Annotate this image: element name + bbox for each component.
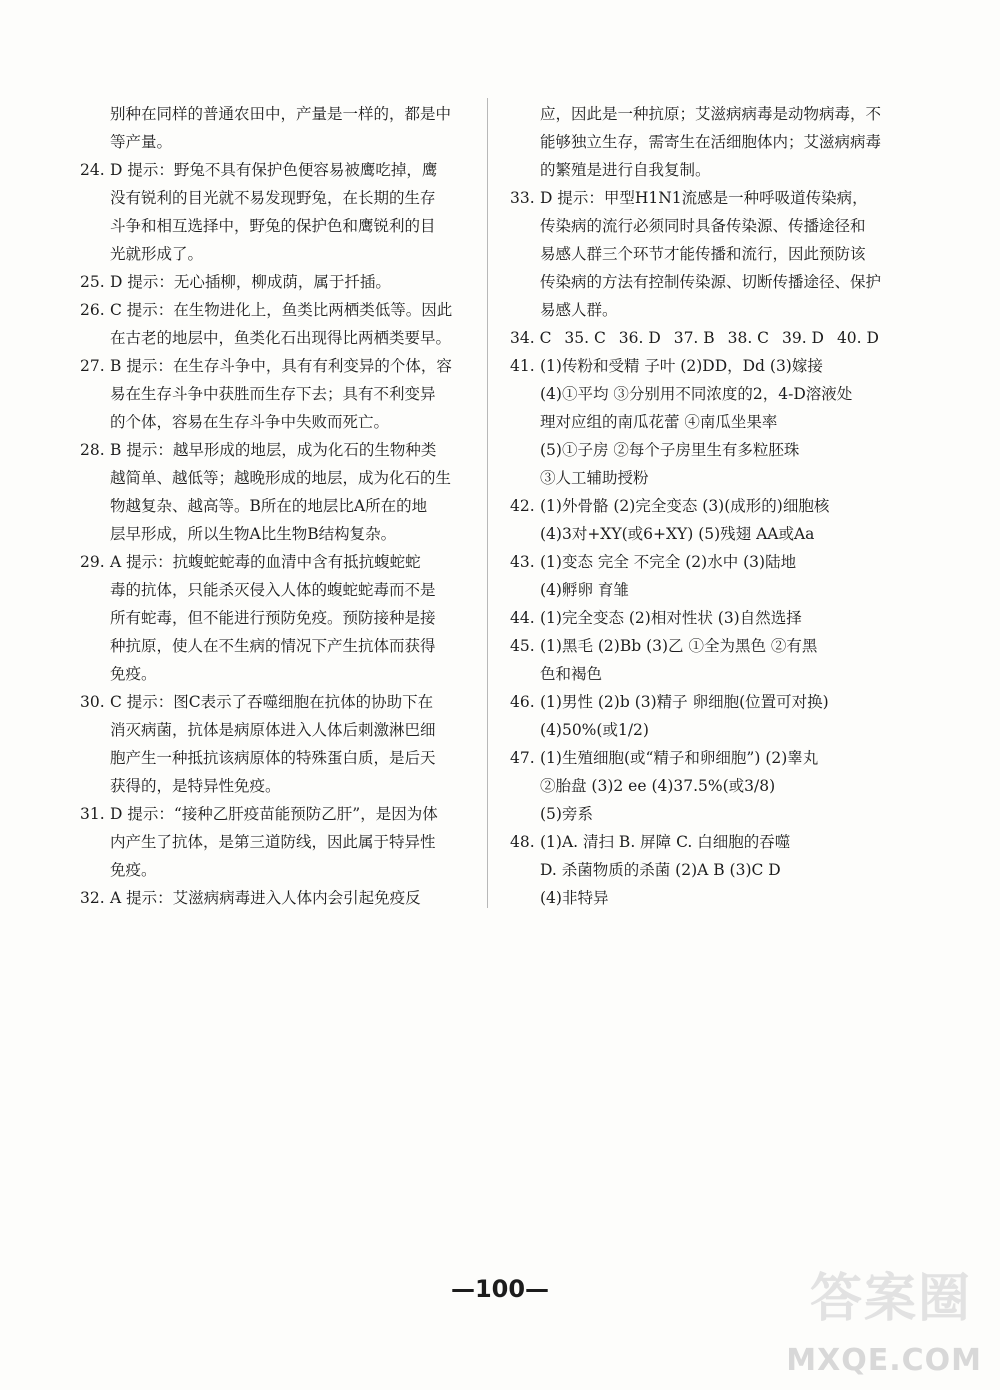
answer-line: (1)传粉和受精 子叶 (2)DD，Dd (3)嫁接 xyxy=(540,357,823,375)
answer-entry-44 xyxy=(510,604,880,632)
answer-entry-48 xyxy=(510,828,880,912)
answer-line: A 提示：抗蝮蛇蛇毒的血清中含有抵抗蝮蛇蛇 xyxy=(110,553,421,571)
answer-line: (1)完全变态 (2)相对性状 (3)自然选择 xyxy=(540,609,802,627)
right-column xyxy=(510,100,880,912)
question-number: 46. xyxy=(510,693,535,711)
answer-entry-32 xyxy=(80,884,464,912)
answer-line: 免疫。 xyxy=(110,861,157,879)
answer-line: 没有锐利的目光就不易发现野兔，在长期的生存 xyxy=(110,189,436,207)
answer-line: 光就形成了。 xyxy=(110,245,204,263)
answer-line: (5)旁系 xyxy=(540,805,593,823)
answer-line: 的个体，容易在生存斗争中失败而死亡。 xyxy=(110,413,390,431)
answer-line: (1)生殖细胞(或“精子和卵细胞”) (2)睾丸 xyxy=(540,749,819,767)
question-number: 30. xyxy=(80,693,105,711)
answer-line: 种抗原，使人在不生病的情况下产生抗体而获得 xyxy=(110,637,436,655)
answer-line: 斗争和相互选择中，野兔的保护色和鹰锐利的目 xyxy=(110,217,436,235)
answer-entry-43 xyxy=(510,548,880,604)
question-number: 31. xyxy=(80,805,105,823)
question-number: 25. xyxy=(80,273,105,291)
answer-entry-29 xyxy=(80,548,464,688)
answer-line: (1)男性 (2)b (3)精子 卵细胞(位置可对换) xyxy=(540,693,829,711)
answer-line: (4)50%(或1/2) xyxy=(540,721,649,739)
answer-line: (4)3对+XY(或6+XY) (5)残翅 AA或Aa xyxy=(540,525,815,543)
answer-line: 毒的抗体，只能杀灭侵入人体的蝮蛇蛇毒而不是 xyxy=(110,581,436,599)
answer-entry-24 xyxy=(80,156,464,268)
answer-line: B 提示：越早形成的地层，成为化石的生物种类 xyxy=(110,441,437,459)
answer-entry-45 xyxy=(510,632,880,688)
answer-entry-26 xyxy=(80,296,464,352)
question-number: 47. xyxy=(510,749,535,767)
answer-line: (4)孵卵 育雏 xyxy=(540,581,629,599)
answer-line: (1)变态 完全 不完全 (2)水中 (3)陆地 xyxy=(540,553,797,571)
answer-line: (4)①平均 ③分别用不同浓度的2，4-D溶液处 xyxy=(540,385,853,403)
answer-line: D. 杀菌物质的杀菌 (2)A B (3)C D xyxy=(540,861,781,879)
question-number: 42. xyxy=(510,497,535,515)
left-column xyxy=(80,100,464,912)
multiple-choice-answers: 34. C 35. C 36. D 37. B 38. C 39. D 40. D xyxy=(510,329,879,347)
question-number: 26. xyxy=(80,301,105,319)
answer-entry-25 xyxy=(80,268,464,296)
answer-line: 色和褐色 xyxy=(540,665,603,683)
question-number: 28. xyxy=(80,441,105,459)
answer-line: 消灭病菌，抗体是病原体进入人体后刺激淋巴细 xyxy=(110,721,436,739)
answer-entry-30 xyxy=(80,688,464,800)
answer-line: 所有蛇毒，但不能进行预防免疫。预防接种是接 xyxy=(110,609,436,627)
answer-line: A 提示：艾滋病病毒进入人体内会引起免疫反 xyxy=(110,889,421,907)
answer-entry-31 xyxy=(80,800,464,884)
answer-entry-47 xyxy=(510,744,880,828)
answer-line: (5)①子房 ②每个子房里生有多粒胚珠 xyxy=(540,441,800,459)
question-number: 29. xyxy=(80,553,105,571)
answer-line: 免疫。 xyxy=(110,665,157,683)
page-number: —100— xyxy=(450,1275,550,1303)
answer-entry-41 xyxy=(510,352,880,492)
answer-line: 越简单、越低等；越晚形成的地层，成为化石的生 xyxy=(110,469,452,487)
question-number: 48. xyxy=(510,833,535,851)
question-number: 43. xyxy=(510,553,535,571)
answer-line: 在古老的地层中，鱼类化石出现得比两栖类要早。 xyxy=(110,329,452,347)
answer-entry-27 xyxy=(80,352,464,436)
answer-line: (4)非特异 xyxy=(540,889,609,907)
answer-line: 易在生存斗争中获胜而生存下去；具有不利变异 xyxy=(110,385,436,403)
question-number: 44. xyxy=(510,609,535,627)
answer-entry-28 xyxy=(80,436,464,548)
answer-line: D 提示：“接种乙肝疫苗能预防乙肝”，是因为体 xyxy=(110,805,438,823)
continuation-text: 别种在同样的普通农田中，产量是一样的，都是中 等产量。 xyxy=(110,105,452,151)
answer-line: C 提示：图C表示了吞噬细胞在抗体的协助下在 xyxy=(110,693,434,711)
watermark-logo xyxy=(786,1236,992,1386)
answer-line: 内产生了抗体，是第三道防线，因此属于特异性 xyxy=(110,833,436,851)
answer-entry-42 xyxy=(510,492,880,548)
answer-line: C 提示：在生物进化上，鱼类比两栖类低等。因此 xyxy=(110,301,453,319)
question-number: 32. xyxy=(80,889,105,907)
answer-line: 胞产生一种抵抗该病原体的特殊蛋白质，是后天 xyxy=(110,749,436,767)
question-number: 45. xyxy=(510,637,535,655)
watermark-domain: MXQE.COM xyxy=(786,1343,982,1378)
answer-line: 层早形成，所以生物A比生物B结构复杂。 xyxy=(110,525,397,543)
question-number: 27. xyxy=(80,357,105,375)
answer-line: 获得的，是特异性免疫。 xyxy=(110,777,281,795)
watermark-brand: 答案圈 xyxy=(809,1269,972,1329)
answer-line: (1)A. 清扫 B. 屏障 C. 白细胞的吞噬 xyxy=(540,833,791,851)
answer-line: ③人工辅助授粉 xyxy=(540,469,649,487)
column-divider xyxy=(487,98,488,908)
answer-line: ②胎盘 (3)2 ee (4)37.5%(或3/8) xyxy=(540,777,776,795)
answer-entry-46 xyxy=(510,688,880,744)
continuation-text: 应，因此是一种抗原；艾滋病病毒是动物病毒，不 能够独立生存，需寄生在活细胞体内；艾滋病病毒 的繁殖是进行自我复制。 xyxy=(540,105,882,179)
question-number: 41. xyxy=(510,357,535,375)
answer-line: 物越复杂、越高等。B所在的地层比A所在的地 xyxy=(110,497,428,515)
answer-line: D 提示：无心插柳，柳成荫，属于扦插。 xyxy=(110,273,391,291)
answer-line: D 提示：野兔不具有保护色便容易被鹰吃掉，鹰 xyxy=(110,161,438,179)
answer-line: B 提示：在生存斗争中，具有有利变异的个体，容 xyxy=(110,357,452,375)
answer-entry-33: 33. D 提示：甲型H1N1流感是一种呼吸道传染病， 传染病的流行必须同时具备传染源、传播途径和 易感人群三个环节才能传播和流行，因此预防该 传染病的方法有控制传染源、切断传播途径、保护 易感人群。 xyxy=(510,189,882,319)
answer-line: 理对应组的南瓜花蕾 ④南瓜坐果率 xyxy=(540,413,778,431)
question-number: 24. xyxy=(80,161,105,179)
answer-line: (1)外骨骼 (2)完全变态 (3)(成形的)细胞核 xyxy=(540,497,830,515)
answer-line: (1)黑毛 (2)Bb (3)乙 ①全为黑色 ②有黑 xyxy=(540,637,818,655)
